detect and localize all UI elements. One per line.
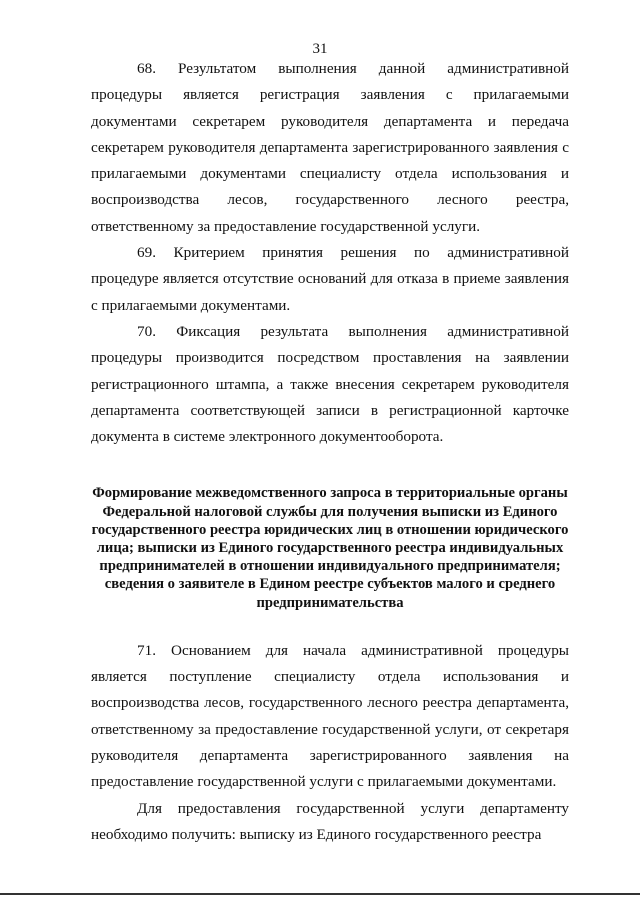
- paragraph-71: 71. Основанием для начала административной процедуры является поступление специалисту отдела использования и воспроизводства лесов, государственного лесного реестра департамента, ответственному за предоставление государственной услуги, от секретаря руководителя департамента зарегистрированного заявления на предоставление государственной услуги с прилагаемыми документами.: [91, 641, 569, 791]
- document-body: [91, 56, 569, 848]
- paragraph-70: 70. Фиксация результата выполнения административной процедуры производится посредством проставления на заявлении регистрационного штампа, а также внесения секретарем руководителя департамента соответствующей записи в регистрационной карточке документа в системе электронного документооборота.: [91, 322, 569, 446]
- paragraph-72: Для предоставления государственной услуги департаменту необходимо получить: выписку из Единого государственного реестра: [91, 799, 569, 843]
- page-number: 31: [312, 41, 328, 57]
- section-heading: Формирование межведомственного запроса в территориальные органы Федеральной налоговой службы для получения выписки из Единого государственного реестра юридических лиц в отношении юридического лица; выписки из Единого государственного реестра индивидуальных предпринимателей в отношении индивидуального предпринимателя; сведения о заявителе в Едином реестре субъектов малого и среднего предпринимательства: [91, 485, 569, 611]
- paragraph-69: 69. Критерием принятия решения по административной процедуре является отсутствие оснований для отказа в приеме заявления с прилагаемыми документами.: [91, 244, 569, 314]
- paragraph-68: 68. Результатом выполнения данной административной процедуры является регистрация заявления с прилагаемыми документами секретарем руководителя департамента и передача секретарем руководителя департамента зарегистрированного заявления с прилагаемыми документами специалисту отдела использования и воспроизводства лесов, государственного лесного реестра, ответственному за предоставление государственной услуги.: [91, 60, 569, 235]
- scan-bottom-edge: [0, 893, 640, 895]
